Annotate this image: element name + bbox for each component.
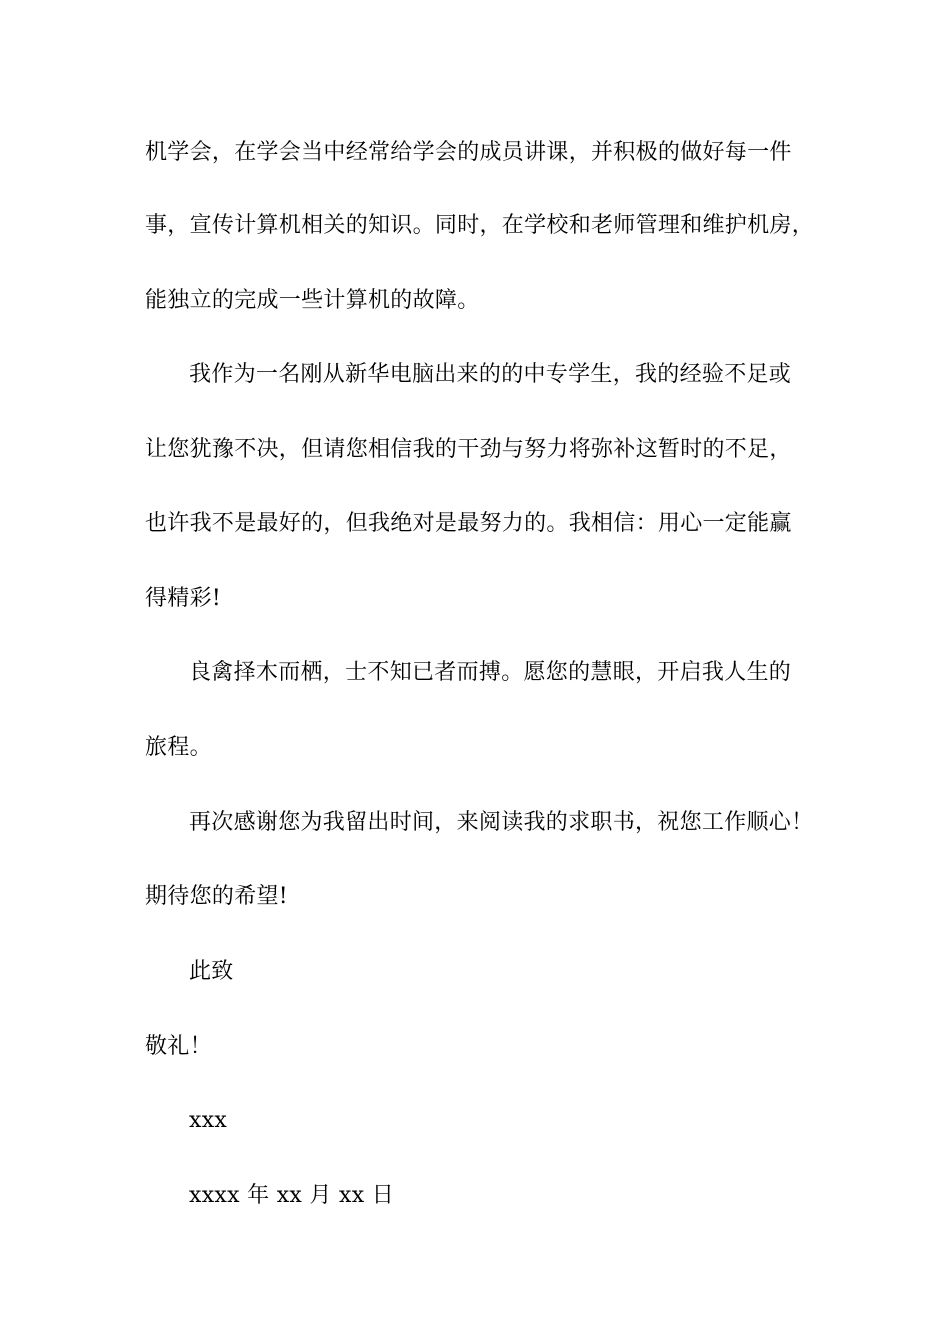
paragraph-first-line: 我作为一名刚从新华电脑出来的的中专学生，我的经验不足或 bbox=[189, 362, 792, 387]
signature-date: xxxx 年 xx 月 xx 日 bbox=[189, 1183, 395, 1208]
paragraph-first-line: 再次感谢您为我留出时间，来阅读我的求职书，祝您工作顺心！ bbox=[189, 810, 814, 835]
text-line: 事，宣传计算机相关的知识。同时，在学校和老师管理和维护机房， bbox=[145, 213, 815, 238]
text-line: 旅程。 bbox=[145, 735, 212, 760]
text-line: 机学会，在学会当中经常给学会的成员讲课，并积极的做好每一件 bbox=[145, 140, 792, 165]
closing-respect: 敬礼！ bbox=[145, 1034, 212, 1059]
text-line: 期待您的希望! bbox=[145, 884, 288, 909]
paragraph-first-line: 良禽择木而栖，士不知已者而搏。愿您的慧眼，开启我人生的 bbox=[189, 660, 792, 685]
text-line: 让您犹豫不决，但请您相信我的干劲与努力将弥补这暂时的不足， bbox=[145, 437, 792, 462]
text-line: 能独立的完成一些计算机的故障。 bbox=[145, 288, 480, 313]
closing-salutation: 此致 bbox=[189, 959, 234, 984]
signature-name: xxx bbox=[189, 1108, 228, 1133]
text-line: 也许我不是最好的，但我绝对是最努力的。我相信：用心一定能赢 bbox=[145, 511, 792, 536]
text-line: 得精彩! bbox=[145, 586, 222, 611]
